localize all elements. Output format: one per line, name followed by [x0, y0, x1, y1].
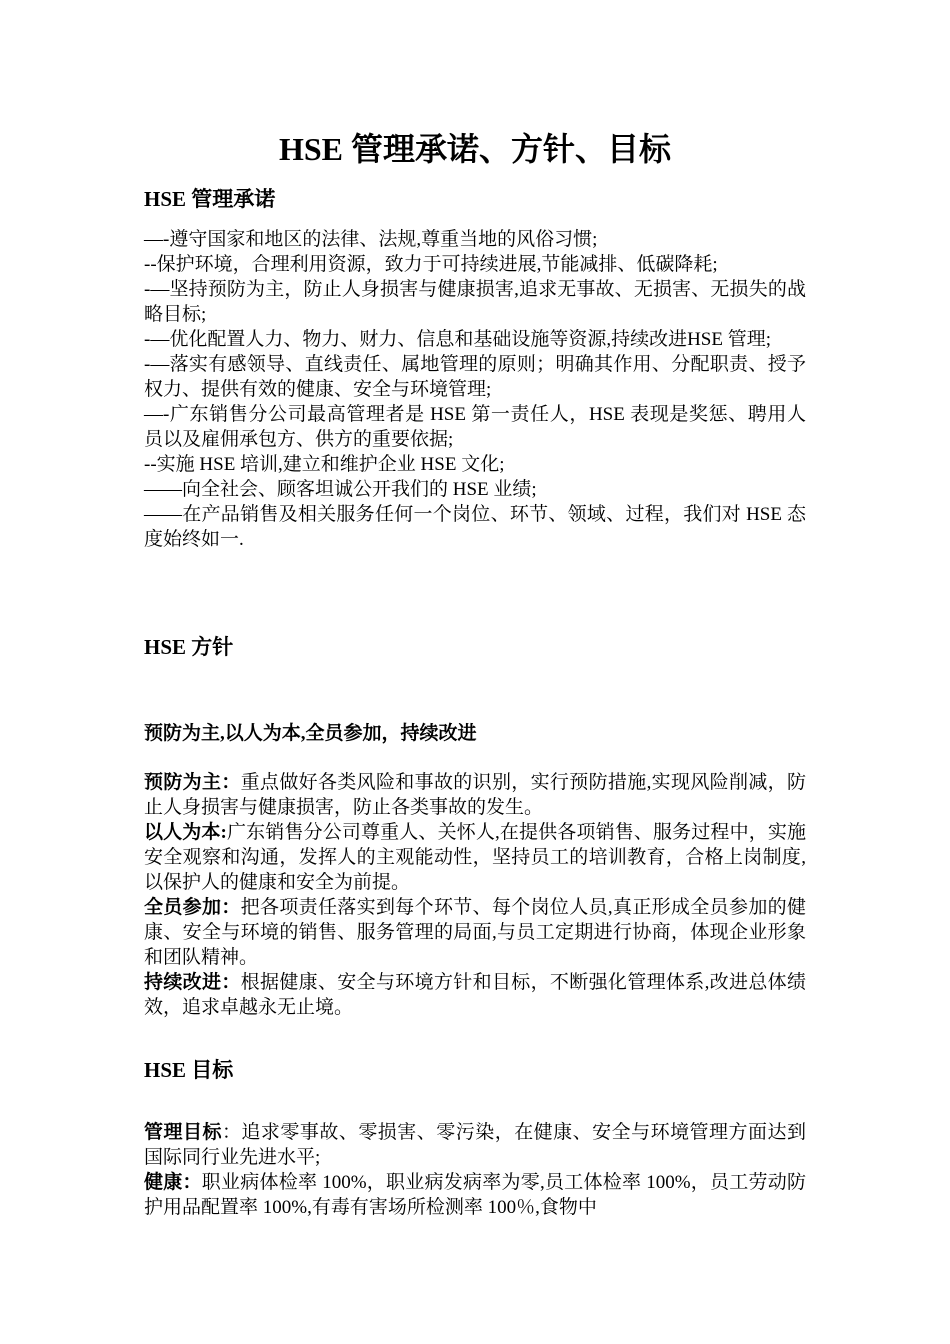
policy-item-text: 广东销售分公司尊重人、关怀人,在提供各项销售、服务过程中，实施安全观察和沟通，发挥人的主观能动性，坚持员工的培训教育，合格上岗制度,以保护人的健康和安全为前提。 — [144, 822, 806, 893]
commitment-item: —-广东销售分公司最高管理者是 HSE 第一责任人，HSE 表现是奖惩、聘用人员以及雇佣承包方、供方的重要依据; — [144, 404, 806, 450]
policy-item — [144, 820, 806, 895]
commitment-item: -—落实有感领导、直线责任、属地管理的原则；明确其作用、分配职责、授予权力、提供有效的健康、安全与环境管理; — [144, 354, 806, 400]
objective-item — [144, 1170, 806, 1220]
policy-item-lead: 预防为主： — [144, 772, 241, 793]
commitment-item: --保护环境，合理利用资源，致力于可持续进展,节能减排、低碳降耗; — [144, 254, 718, 275]
policy-item-lead: 以人为本: — [144, 822, 227, 843]
policy-item-text: 重点做好各类风险和事故的识别，实行预防措施,实现风险削减，防止人身损害与健康损害，防止各类事故的发生。 — [144, 772, 806, 818]
objectives-heading: HSE 目标 — [144, 1058, 234, 1082]
objective-item-lead: 健康： — [144, 1172, 202, 1193]
policy-item-text: 把各项责任落实到每个环节、每个岗位人员,真正形成全员参加的健康、安全与环境的销售、服务管理的局面,与员工定期进行协商，体现企业形象和团队精神。 — [144, 897, 806, 968]
commitment-heading: HSE 管理承诺 — [144, 187, 276, 211]
policy-item — [144, 895, 806, 970]
policy-motto: 预防为主,以人为本,全员参加，持续改进 — [144, 723, 477, 744]
policy-list — [144, 770, 806, 1020]
policy-item-lead: 全员参加： — [144, 897, 241, 918]
objective-item-lead: 管理目标 — [144, 1122, 222, 1143]
objective-item-text: ：追求零事故、零损害、零污染，在健康、安全与环境管理方面达到国际同行业先进水平; — [144, 1122, 806, 1168]
commitment-list — [144, 227, 806, 552]
commitment-item: ——向全社会、顾客坦诚公开我们的 HSE 业绩; — [144, 479, 537, 500]
policy-item-lead: 持续改进： — [144, 972, 241, 993]
policy-heading: HSE 方针 — [144, 635, 234, 659]
policy-item-text: 根据健康、安全与环境方针和目标，不断强化管理体系,改进总体绩效，追求卓越永无止境。 — [144, 972, 806, 1018]
policy-item — [144, 770, 806, 820]
commitment-item: --实施 HSE 培训,建立和维护企业 HSE 文化; — [144, 454, 505, 475]
commitment-item: -—优化配置人力、物力、财力、信息和基础设施等资源,持续改进HSE 管理; — [144, 329, 772, 350]
policy-item — [144, 970, 806, 1020]
objective-item-text: 职业病体检率 100%，职业病发病率为零,员工体检率 100%，员工劳动防护用品配置率 100%,有毒有害场所检测率 100％,食物中 — [144, 1172, 806, 1218]
document-title: HSE 管理承诺、方针、目标 — [278, 131, 672, 167]
commitment-item: -—坚持预防为主，防止人身损害与健康损害,追求无事故、无损害、无损失的战略目标; — [144, 279, 806, 325]
objectives-list — [144, 1120, 806, 1220]
commitment-item: ——在产品销售及相关服务任何一个岗位、环节、领域、过程，我们对 HSE 态度始终如一. — [144, 504, 806, 550]
commitment-item: —-遵守国家和地区的法律、法规,尊重当地的风俗习惯; — [144, 229, 598, 250]
objective-item — [144, 1120, 806, 1170]
